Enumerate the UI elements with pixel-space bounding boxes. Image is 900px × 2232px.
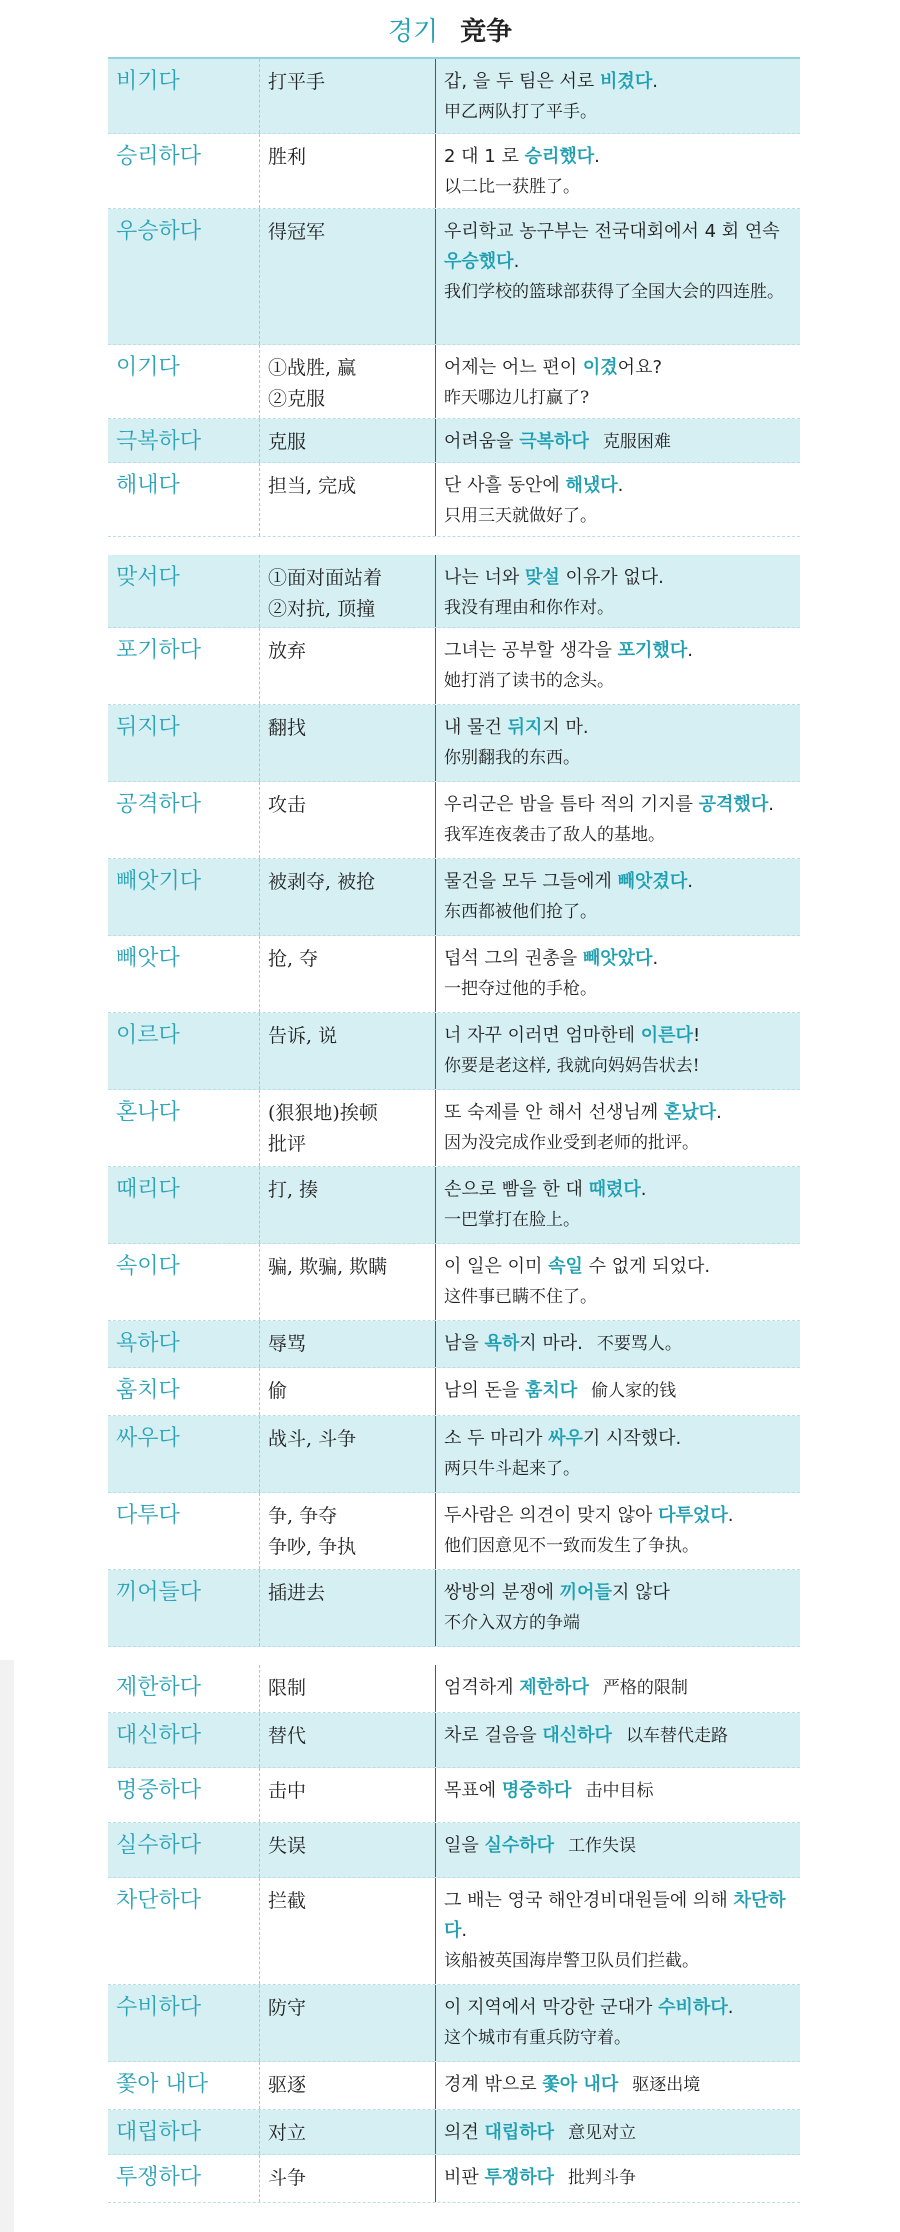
example-cell — [436, 2062, 800, 2109]
vocab-row — [108, 419, 800, 463]
korean-word: 수비하다 — [108, 1985, 260, 2061]
example-korean — [444, 1098, 792, 1128]
chinese-meaning: 担当, 完成 — [260, 463, 436, 536]
chinese-meaning: 拦截 — [260, 1878, 436, 1984]
example-text-after: . — [594, 146, 600, 167]
example-highlight: 명중하다 — [501, 1780, 572, 1801]
example-korean — [444, 1831, 792, 1861]
example-cell — [436, 1713, 800, 1767]
example-text-after: 어요? — [617, 357, 663, 378]
chinese-meaning: ①战胜, 赢 ②克服 — [260, 345, 436, 418]
example-chinese: 我没有理由和你作对。 — [444, 598, 614, 618]
chinese-meaning: 对立 — [260, 2110, 436, 2154]
example-chinese: 该船被英国海岸警卫队员们拦截。 — [444, 1951, 699, 1971]
chinese-meaning: 偷 — [260, 1368, 436, 1415]
chinese-meaning: 得冠军 — [260, 209, 436, 344]
korean-word: 차단하다 — [108, 1878, 260, 1984]
example-cell — [436, 2110, 800, 2154]
chinese-meaning: 抢, 夺 — [260, 936, 436, 1012]
vocab-row — [108, 463, 800, 537]
example-korean — [444, 2070, 792, 2100]
korean-word: 극복하다 — [108, 419, 260, 462]
korean-word: 대립하다 — [108, 2110, 260, 2154]
example-text-before: 의견 — [444, 2122, 485, 2143]
example-text-after: . — [687, 640, 693, 661]
example-chinese: 只用三天就做好了。 — [444, 506, 597, 526]
example-cell — [436, 1167, 800, 1243]
chinese-meaning: 翻找 — [260, 705, 436, 781]
example-chinese: 我军连夜袭击了敌人的基地。 — [444, 825, 665, 845]
vocab-row — [108, 1493, 800, 1570]
vocab-row — [108, 1090, 800, 1167]
korean-word: 싸우다 — [108, 1416, 260, 1492]
chinese-meaning: 放弃 — [260, 628, 436, 704]
example-highlight: 우승했다 — [444, 251, 514, 272]
example-text-after: . — [640, 1179, 647, 1200]
example-highlight: 투쟁하다 — [484, 2167, 555, 2188]
example-highlight: 속일 — [548, 1256, 583, 1277]
example-text-before: 또 숙제를 안 해서 선생님께 — [444, 1102, 664, 1123]
chinese-meaning: 告诉, 说 — [260, 1013, 436, 1089]
example-text-before: 2 대 1 로 — [444, 146, 525, 167]
example-text-before: 일을 — [444, 1835, 485, 1856]
example-text-before: 물건을 모두 그들에게 — [444, 871, 618, 892]
scan-margin-strip — [0, 1660, 14, 2232]
chinese-meaning: 争, 争夺 争吵, 争执 — [260, 1493, 436, 1569]
example-korean — [444, 427, 792, 457]
example-text-after: . — [727, 1505, 734, 1526]
chinese-meaning: 插进去 — [260, 1570, 436, 1646]
korean-word: 욕하다 — [108, 1321, 260, 1367]
vocab-row — [108, 1013, 800, 1090]
example-highlight: 훔치다 — [525, 1380, 578, 1401]
example-korean — [444, 867, 792, 897]
chinese-meaning: 斗争 — [260, 2155, 436, 2202]
example-highlight: 차단하다 — [444, 1890, 786, 1941]
example-cell — [436, 1368, 800, 1415]
vocab-row — [108, 705, 800, 782]
example-cell — [436, 705, 800, 781]
example-korean — [444, 1501, 792, 1531]
vocab-row — [108, 59, 800, 134]
vocabulary-table — [108, 57, 800, 2203]
example-chinese: 她打消了读书的念头。 — [444, 671, 614, 691]
korean-word: 포기하다 — [108, 628, 260, 704]
example-korean — [444, 1175, 792, 1205]
chinese-meaning: 战斗, 斗争 — [260, 1416, 436, 1492]
chinese-meaning: 胜利 — [260, 134, 436, 208]
example-text-after: . — [687, 871, 693, 892]
example-korean — [444, 67, 792, 97]
example-chinese: 你要是老这样, 我就向妈妈告状去! — [444, 1056, 700, 1076]
example-chinese: 东西都被他们抢了。 — [444, 902, 597, 922]
example-highlight: 빼앗겼다 — [617, 871, 688, 892]
example-text-before: 엄격하게 — [444, 1677, 520, 1698]
example-text-after: . — [513, 251, 520, 272]
example-cell — [436, 555, 800, 627]
chinese-meaning: 替代 — [260, 1713, 436, 1767]
example-cell — [436, 859, 800, 935]
vocab-row — [108, 1878, 800, 1985]
example-highlight: 대신하다 — [542, 1725, 612, 1746]
example-chinese: 这件事已瞒不住了。 — [444, 1287, 597, 1307]
vocab-row — [108, 1713, 800, 1768]
example-chinese: 以二比一获胜了。 — [444, 177, 580, 197]
example-cell — [436, 1823, 800, 1877]
example-text-after: . — [768, 794, 774, 815]
chinese-meaning: 骗, 欺骗, 欺瞒 — [260, 1244, 436, 1320]
vocab-row — [108, 1167, 800, 1244]
example-chinese: 这个城市有重兵防守着。 — [444, 2028, 631, 2048]
example-inline-translation: 工作失误 — [568, 1836, 637, 1856]
vocab-row — [108, 1665, 800, 1713]
example-text-before: 내 물건 — [444, 717, 508, 738]
example-korean — [444, 1329, 792, 1359]
example-text-before: 단 사흘 동안에 — [444, 475, 566, 496]
example-cell — [436, 936, 800, 1012]
example-inline-translation: 严格的限制 — [602, 1678, 688, 1698]
vocab-row — [108, 2110, 800, 2155]
example-chinese: 我们学校的篮球部获得了全国大会的四连胜。 — [444, 282, 784, 302]
example-text-after: . — [617, 475, 624, 496]
example-korean — [444, 1776, 792, 1806]
example-text-after: . — [727, 1997, 734, 2018]
example-inline-translation: 克服困难 — [602, 432, 671, 452]
example-highlight: 포기했다 — [617, 640, 688, 661]
example-chinese: 昨天哪边儿打赢了? — [444, 388, 590, 408]
example-text-before: 두사람은 의견이 맞지 않아 — [444, 1505, 659, 1526]
example-text-before: 남을 — [444, 1333, 485, 1354]
example-korean — [444, 471, 792, 501]
example-cell — [436, 209, 800, 344]
example-chinese: 你别翻我的东西。 — [444, 748, 580, 768]
korean-word: 해내다 — [108, 463, 260, 536]
example-cell — [436, 1570, 800, 1646]
chinese-meaning: 防守 — [260, 1985, 436, 2061]
example-text-before: 이 일은 이미 — [444, 1256, 549, 1277]
example-highlight: 끼어들 — [559, 1582, 612, 1603]
example-cell — [436, 1878, 800, 1984]
example-chinese: 两只牛斗起来了。 — [444, 1459, 580, 1479]
example-korean — [444, 1673, 792, 1703]
example-inline-translation: 偷人家的钱 — [591, 1381, 677, 1401]
example-korean — [444, 1993, 792, 2023]
example-text-before: 쌍방의 분쟁에 — [444, 1582, 560, 1603]
title-korean: 경기 — [387, 17, 439, 47]
vocab-row — [108, 936, 800, 1013]
example-korean — [444, 563, 792, 593]
vocab-row — [108, 1321, 800, 1368]
example-korean — [444, 1721, 792, 1751]
example-text-after: . — [716, 1102, 722, 1123]
example-text-after: 지 마. — [542, 717, 589, 738]
chinese-meaning: 被剥夺, 被抢 — [260, 859, 436, 935]
example-highlight: 쫓아 내다 — [542, 2074, 619, 2095]
example-text-before: 비판 — [444, 2167, 485, 2188]
example-cell — [436, 419, 800, 462]
korean-word: 끼어들다 — [108, 1570, 260, 1646]
example-highlight: 제한하다 — [519, 1677, 589, 1698]
example-korean — [444, 1252, 792, 1282]
example-highlight: 욕하 — [484, 1333, 520, 1354]
korean-word: 훔치다 — [108, 1368, 260, 1415]
example-korean — [444, 713, 792, 743]
example-text-before: 남의 돈을 — [444, 1380, 525, 1401]
example-text-before: 너 자꾸 이러면 엄마한테 — [444, 1025, 641, 1046]
example-cell — [436, 1665, 800, 1712]
chinese-meaning: 辱骂 — [260, 1321, 436, 1367]
chinese-meaning: (狠狠地)挨顿 批评 — [260, 1090, 436, 1166]
vocab-row — [108, 859, 800, 936]
example-text-before: 덥석 그의 권총을 — [444, 948, 583, 969]
korean-word: 명중하다 — [108, 1768, 260, 1822]
vocab-row — [108, 1244, 800, 1321]
vocab-row — [108, 209, 800, 345]
example-text-before: 손으로 빰을 한 대 — [444, 1179, 589, 1200]
vocab-row — [108, 782, 800, 859]
example-text-before: 갑, 을 두 팀은 서로 — [444, 71, 601, 92]
korean-word: 실수하다 — [108, 1823, 260, 1877]
korean-word: 혼나다 — [108, 1090, 260, 1166]
example-highlight: 이른다 — [640, 1025, 693, 1046]
korean-word: 투쟁하다 — [108, 2155, 260, 2202]
example-cell — [436, 134, 800, 208]
korean-word: 뒤지다 — [108, 705, 260, 781]
korean-word: 속이다 — [108, 1244, 260, 1320]
example-cell — [436, 345, 800, 418]
example-highlight: 때렸다 — [588, 1179, 641, 1200]
chinese-meaning: 打, 揍 — [260, 1167, 436, 1243]
example-text-before: 경계 밖으로 — [444, 2074, 543, 2095]
example-highlight: 비겼다 — [600, 71, 653, 92]
example-text-before: 이 지역에서 막강한 군대가 — [444, 1997, 659, 2018]
example-highlight: 싸우 — [548, 1428, 583, 1449]
example-korean — [444, 1021, 792, 1051]
vocab-row — [108, 628, 800, 705]
example-cell — [436, 2155, 800, 2202]
example-inline-translation: 意见对立 — [568, 2123, 637, 2143]
example-inline-translation: 批判斗争 — [568, 2168, 637, 2188]
example-inline-translation: 以车替代走路 — [625, 1726, 728, 1746]
example-cell — [436, 1416, 800, 1492]
example-inline-translation: 击中目标 — [585, 1781, 654, 1801]
example-chinese: 不介入双方的争端 — [444, 1613, 580, 1633]
vocab-row — [108, 345, 800, 419]
vocab-row — [108, 1368, 800, 1416]
korean-word: 우승하다 — [108, 209, 260, 344]
example-inline-translation: 驱逐出境 — [632, 2075, 701, 2095]
example-chinese: 因为没完成作业受到老师的批评。 — [444, 1133, 699, 1153]
example-text-after: ! — [692, 1025, 701, 1046]
example-text-before: 어제는 어느 편이 — [444, 357, 583, 378]
example-cell — [436, 463, 800, 536]
korean-word: 비기다 — [108, 59, 260, 133]
example-text-after: 지 않다 — [611, 1582, 670, 1603]
example-korean — [444, 944, 792, 974]
example-cell — [436, 1321, 800, 1367]
chinese-meaning: 失误 — [260, 1823, 436, 1877]
example-highlight: 혼났다 — [663, 1102, 717, 1123]
chinese-meaning: 驱逐 — [260, 2062, 436, 2109]
example-text-before: 차로 걸음을 — [444, 1725, 543, 1746]
example-text-after: . — [652, 948, 659, 969]
vocab-row — [108, 1570, 800, 1647]
example-highlight: 해냈다 — [565, 475, 618, 496]
korean-word: 빼앗다 — [108, 936, 260, 1012]
example-text-before: 어려움을 — [444, 431, 520, 452]
example-cell — [436, 1013, 800, 1089]
example-highlight: 극복하다 — [519, 431, 589, 452]
korean-word: 승리하다 — [108, 134, 260, 208]
example-cell — [436, 628, 800, 704]
chinese-meaning: 击中 — [260, 1768, 436, 1822]
example-inline-translation: 不要骂人。 — [596, 1334, 682, 1354]
example-text-after: 수 없게 되었다. — [582, 1256, 711, 1277]
example-highlight: 대립하다 — [484, 2122, 555, 2143]
korean-word: 빼앗기다 — [108, 859, 260, 935]
example-chinese: 他们因意见不一致而发生了争执。 — [444, 1536, 699, 1556]
example-highlight: 이겼 — [582, 357, 618, 378]
vocab-row — [108, 1823, 800, 1878]
example-korean — [444, 142, 792, 172]
vocab-row — [108, 1416, 800, 1493]
example-korean — [444, 2118, 792, 2148]
example-korean — [444, 1578, 792, 1608]
example-cell — [436, 1985, 800, 2061]
example-text-after: 기 시작했다. — [582, 1428, 682, 1449]
example-chinese: 一把夺过他的手枪。 — [444, 979, 597, 999]
example-korean — [444, 353, 792, 383]
vocab-row — [108, 555, 800, 628]
example-cell — [436, 782, 800, 858]
example-text-before: 그 배는 영국 해안경비대원들에 의해 — [444, 1890, 734, 1911]
example-korean — [444, 217, 792, 277]
korean-word: 쫓아 내다 — [108, 2062, 260, 2109]
example-highlight: 다투었다 — [658, 1505, 728, 1526]
example-korean — [444, 1424, 792, 1454]
example-cell — [436, 1493, 800, 1569]
example-text-after: . — [652, 71, 658, 92]
vocab-row — [108, 1768, 800, 1823]
example-text-before: 나는 너와 — [444, 567, 525, 588]
vocab-row — [108, 2062, 800, 2110]
example-text-after: 지 마라. — [519, 1333, 583, 1354]
example-highlight: 공격했다 — [698, 794, 769, 815]
example-cell — [436, 1090, 800, 1166]
vocab-row — [108, 1985, 800, 2062]
korean-word: 이르다 — [108, 1013, 260, 1089]
example-korean — [444, 2163, 792, 2193]
example-text-before: 그녀는 공부할 생각을 — [444, 640, 618, 661]
korean-word: 공격하다 — [108, 782, 260, 858]
example-text-before: 소 두 마리가 — [444, 1428, 549, 1449]
example-korean — [444, 1376, 792, 1406]
vocab-row — [108, 134, 800, 209]
example-korean — [444, 1886, 792, 1946]
example-text-before: 우리학교 농구부는 전국대회에서 4 회 연속 — [444, 221, 780, 242]
example-cell — [436, 1244, 800, 1320]
example-chinese: 一巴掌打在脸上。 — [444, 1210, 580, 1230]
example-highlight: 수비하다 — [658, 1997, 728, 2018]
example-text-after: 이유가 없다. — [559, 567, 664, 588]
example-highlight: 실수하다 — [484, 1835, 555, 1856]
example-text-before: 목표에 — [444, 1780, 502, 1801]
korean-word: 대신하다 — [108, 1713, 260, 1767]
example-korean — [444, 790, 792, 820]
korean-word: 맞서다 — [108, 555, 260, 627]
korean-word: 이기다 — [108, 345, 260, 418]
example-highlight: 승리했다 — [524, 146, 595, 167]
chinese-meaning: 攻击 — [260, 782, 436, 858]
example-korean — [444, 636, 792, 666]
korean-word: 다투다 — [108, 1493, 260, 1569]
example-text-before: 우리군은 밤을 틈타 적의 기지를 — [444, 794, 699, 815]
example-chinese: 甲乙两队打了平手。 — [444, 102, 597, 122]
example-text-after: . — [461, 1920, 468, 1941]
title-chinese: 竞争 — [460, 17, 513, 47]
chinese-meaning: 克服 — [260, 419, 436, 462]
example-highlight: 빼앗았다 — [582, 948, 653, 969]
example-cell — [436, 1768, 800, 1822]
chinese-meaning: ①面对面站着 ②对抗, 顶撞 — [260, 555, 436, 627]
example-highlight: 뒤지 — [507, 717, 543, 738]
vocab-row — [108, 2155, 800, 2203]
korean-word: 제한하다 — [108, 1665, 260, 1712]
example-cell — [436, 59, 800, 133]
page-title — [0, 12, 900, 52]
example-highlight: 맞설 — [525, 567, 560, 588]
chinese-meaning: 打平手 — [260, 59, 436, 133]
korean-word: 때리다 — [108, 1167, 260, 1243]
chinese-meaning: 限制 — [260, 1665, 436, 1712]
